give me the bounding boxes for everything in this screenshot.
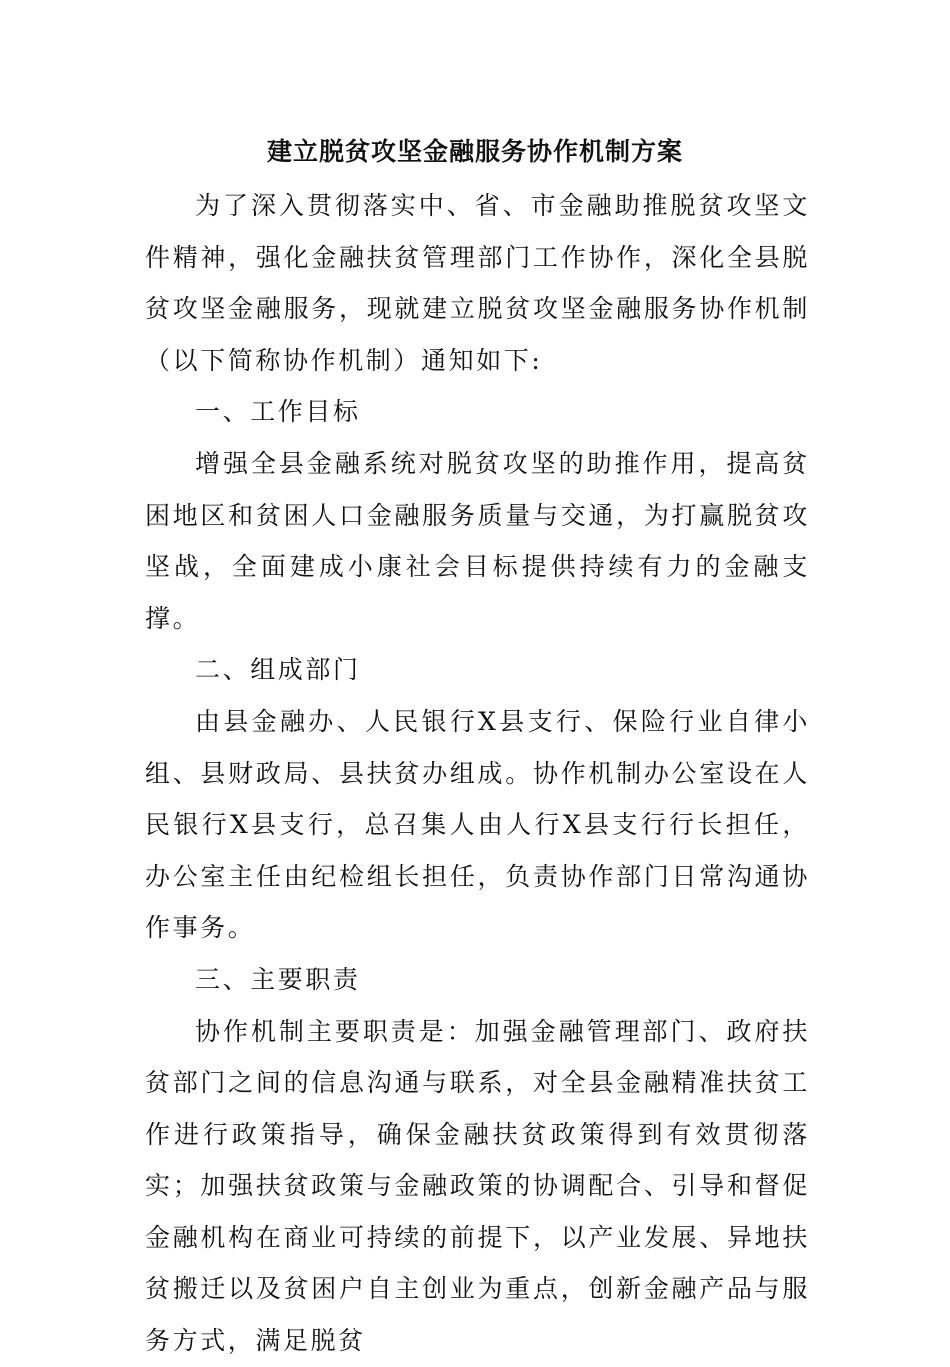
- intro-paragraph: 为了深入贯彻落实中、省、市金融助推脱贫攻坚文件精神，强化金融扶贫管理部门工作协作，深化全县脱贫攻坚金融服务，现就建立脱贫攻坚金融服务协作机制（以下简称协作机制）通知如下:: [145, 191, 810, 375]
- work-goal-paragraph: 增强全县金融系统对脱贫攻坚的助推作用，提高贫困地区和贫困人口金融服务质量与交通，为打赢脱贫攻坚战，全面建成小康社会目标提供持续有力的金融支撑。: [145, 448, 810, 633]
- document-title: 建立脱贫攻坚金融服务协作机制方案: [266, 137, 683, 166]
- duties-paragraph: 协作机制主要职责是：加强金融管理部门、政府扶贫部门之间的信息沟通与联系，对全县金融精准扶贫工作进行政策指导，确保金融扶贫政策得到有效贯彻落实；加强扶贫政策与金融政策的协调配合、引导和督促金融机构在商业可持续的前提下，以产业发展、异地扶贫搬迁以及贫困户自主创业为重点，创新金融产品与服务方式，满足脱贫: [145, 1016, 810, 1356]
- document-body: [145, 180, 810, 1367]
- section-heading-departments: 二、组成部门: [195, 655, 361, 685]
- section-heading-duties: 三、主要职责: [195, 964, 361, 994]
- section-heading-work-goal: 一、工作目标: [195, 397, 361, 427]
- departments-paragraph: 由县金融办、人民银行X县支行、保险行业自律小组、县财政局、县扶贫办组成。协作机制办公室设在人民银行X县支行，总召集人由人行X县支行行长担任，办公室主任由纪检组长担任，负责协作部门日常沟通协作事务。: [145, 706, 810, 943]
